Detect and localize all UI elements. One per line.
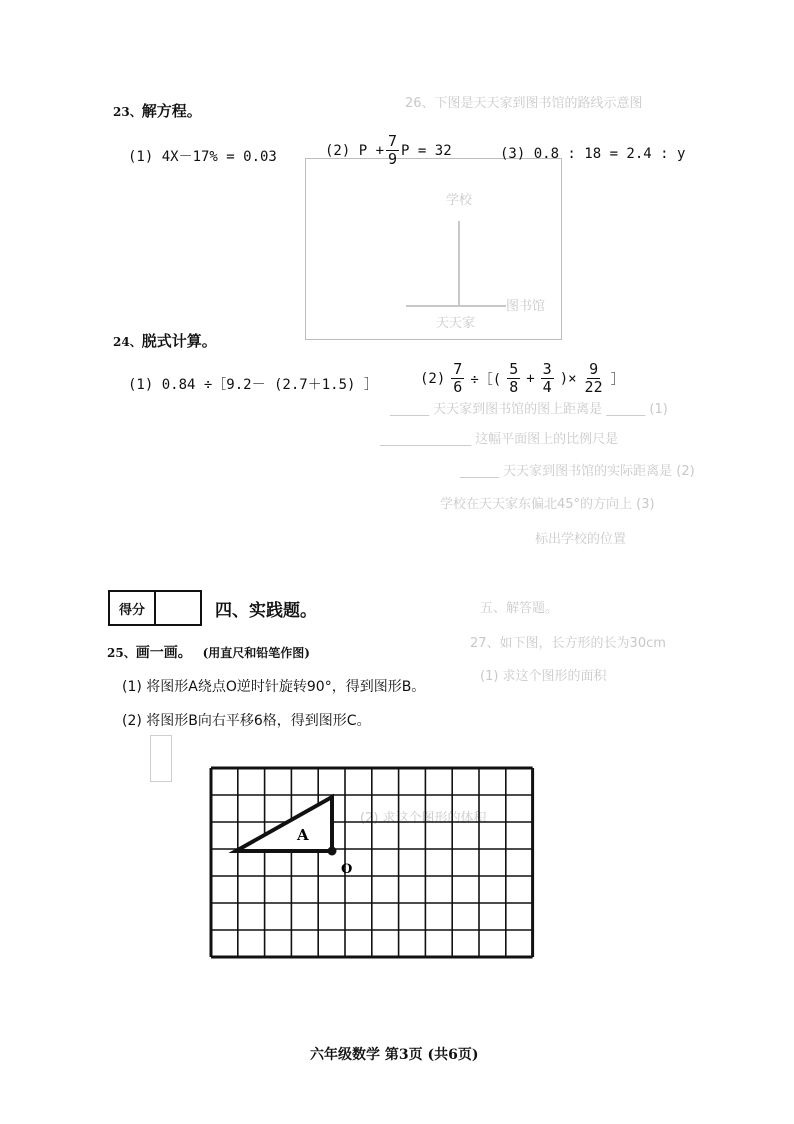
fraction bbox=[583, 362, 605, 395]
question-number: 23、 bbox=[113, 105, 142, 119]
q23-heading bbox=[113, 100, 202, 121]
ghost-map-frame bbox=[305, 158, 562, 340]
ghost-library-label: 图书馆 bbox=[506, 299, 546, 314]
fraction bbox=[541, 362, 554, 395]
fraction bbox=[507, 362, 520, 395]
fraction-numerator: 7 bbox=[388, 132, 398, 150]
drawing-grid bbox=[205, 762, 535, 962]
page-footer: 六年级数学 第3页 (共6页) bbox=[310, 1047, 479, 1063]
shape-a-label: A bbox=[297, 826, 309, 844]
question-title: 画一画。 bbox=[135, 645, 192, 661]
fraction-denominator: 22 bbox=[584, 378, 603, 396]
bleed-text: 27、如下图，长方形的长为30cm bbox=[470, 636, 666, 651]
shape-a bbox=[236, 797, 332, 851]
bleed-text: 五、解答题。 bbox=[480, 601, 559, 616]
bleed-text: (1) 求这个图形的面积 bbox=[480, 669, 607, 684]
fraction-denominator: 9 bbox=[388, 150, 398, 168]
fraction-numerator: 9 bbox=[589, 360, 599, 378]
fraction-numerator: 7 bbox=[453, 360, 463, 378]
question-title: 脱式计算。 bbox=[141, 332, 217, 350]
ghost-map-line bbox=[406, 305, 506, 307]
bleed-text: ______ 天天家到图书馆的实际距离是 (2) bbox=[460, 464, 695, 479]
fraction bbox=[451, 362, 464, 395]
section-title: 四、实践题。 bbox=[215, 601, 317, 621]
bleed-text: ______________ 这幅平面图上的比例尺是 bbox=[380, 432, 619, 447]
question-number: 25、 bbox=[107, 646, 136, 660]
instruction-2: (2) 将图形B向右平移6格，得到图形C。 bbox=[122, 713, 371, 729]
bleed-text: (2) 求这个图形的体积 bbox=[360, 811, 487, 826]
q25-heading bbox=[107, 642, 310, 662]
score-entry-cell[interactable] bbox=[156, 592, 200, 624]
equation-2-prefix: (2) P + bbox=[325, 142, 385, 159]
operator: )× bbox=[559, 370, 577, 387]
equation-2 bbox=[325, 134, 452, 167]
bleed-text: 学校在天天家东偏北45°的方向上 (3) bbox=[440, 497, 655, 512]
fraction-numerator: 3 bbox=[542, 360, 552, 378]
expression-1: (1) 0.84 ÷［9.2－ (2.7＋1.5) ］ bbox=[128, 377, 378, 393]
operator: ÷［( bbox=[470, 371, 502, 388]
fraction-numerator: 5 bbox=[509, 360, 519, 378]
fraction-denominator: 8 bbox=[509, 378, 519, 396]
bleed-text: 标出学校的位置 bbox=[535, 532, 627, 547]
bleed-text: ______ 天天家到图书馆的图上距离是 ______ (1) bbox=[390, 402, 668, 417]
operator: ］ bbox=[610, 371, 625, 388]
equation-3: (3) 0.8 : 18 = 2.4 : y bbox=[500, 146, 686, 162]
expression-2 bbox=[420, 362, 625, 395]
ghost-home-label: 天天家 bbox=[436, 316, 476, 331]
grid-lines bbox=[211, 768, 533, 957]
instruction-1: (1) 将图形A绕点O逆时针旋转90°，得到图形B。 bbox=[122, 679, 426, 695]
question-number: 24、 bbox=[113, 335, 142, 349]
equation-1: (1) 4X－17% = 0.03 bbox=[128, 149, 277, 165]
score-box bbox=[108, 590, 202, 626]
ghost-school-label: 学校 bbox=[446, 193, 473, 208]
bleed-text: 26、下图是天天家到图书馆的路线示意图 bbox=[405, 96, 643, 111]
operator: + bbox=[526, 370, 535, 387]
fraction bbox=[386, 134, 399, 167]
ghost-cylinder bbox=[150, 735, 172, 782]
q24-heading bbox=[113, 330, 217, 351]
fraction-denominator: 4 bbox=[542, 378, 552, 396]
point-o bbox=[328, 847, 337, 856]
expression-2-prefix: (2) bbox=[420, 370, 446, 387]
score-label: 得分 bbox=[110, 592, 156, 624]
equation-2-suffix: P = 32 bbox=[401, 142, 452, 159]
question-note: (用直尺和铅笔作图) bbox=[202, 646, 310, 660]
point-o-label: O bbox=[341, 862, 353, 877]
fraction-denominator: 6 bbox=[453, 378, 463, 396]
question-title: 解方程。 bbox=[141, 102, 202, 120]
ghost-map-line bbox=[458, 221, 460, 306]
